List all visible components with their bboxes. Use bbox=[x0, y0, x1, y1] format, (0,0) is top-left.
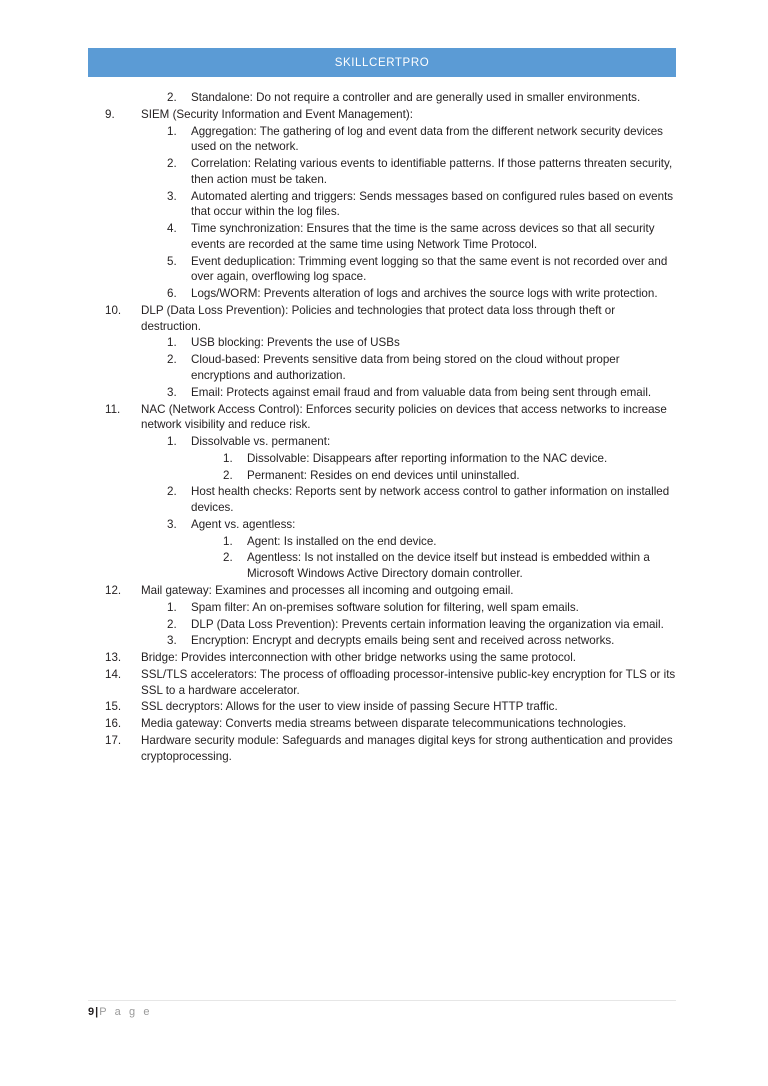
list-item bbox=[88, 468, 676, 484]
list-marker: 3. bbox=[167, 189, 177, 203]
list-item bbox=[88, 716, 676, 732]
document-body bbox=[88, 90, 676, 765]
list-marker: 6. bbox=[167, 287, 177, 301]
list-siem-children bbox=[88, 124, 676, 302]
list-text: Agent: Is installed on the end device. bbox=[247, 534, 437, 548]
list-item bbox=[88, 286, 676, 302]
list-text: SIEM (Security Information and Event Management): bbox=[141, 107, 413, 121]
page-header-banner bbox=[88, 48, 676, 77]
list-text: Time synchronization: Ensures that the time is the same across devices so that all security events are recorded at the same time using Network Time Protocol. bbox=[191, 222, 655, 251]
list-item bbox=[88, 335, 676, 351]
list-text: Aggregation: The gathering of log and event data from the different network security devices used on the network. bbox=[191, 124, 663, 154]
list-marker: 2. bbox=[167, 91, 177, 104]
list-text: Media gateway: Converts media streams between disparate telecommunications technologies. bbox=[141, 717, 627, 731]
list-nac-child-3-children bbox=[88, 534, 676, 582]
list-text: Dissolvable vs. permanent: bbox=[191, 435, 331, 449]
list-item bbox=[88, 534, 676, 550]
list-marker: 1. bbox=[167, 600, 177, 614]
list-text: Permanent: Resides on end devices until uninstalled. bbox=[247, 468, 520, 482]
list-text: Host health checks: Reports sent by network access control to gather information on installed devices. bbox=[191, 485, 670, 515]
list-item bbox=[88, 90, 676, 106]
list-marker: 1. bbox=[223, 534, 233, 548]
list-marker: 2. bbox=[167, 157, 177, 171]
list-item bbox=[88, 733, 676, 765]
list-text: SSL/TLS accelerators: The process of offloading processor-intensive public-key encryption for TLS or its SSL to a hardware accelerator. bbox=[141, 667, 676, 697]
list-item bbox=[88, 434, 676, 450]
list-standalone-continuation bbox=[88, 90, 676, 106]
list-text: DLP (Data Loss Prevention): Policies and technologies that protect data loss through theft or destruction. bbox=[141, 303, 616, 333]
list-mail-gateway bbox=[88, 583, 676, 599]
list-marker: 1. bbox=[167, 124, 177, 138]
footer-page-number: 9 bbox=[88, 1006, 95, 1018]
list-text: Hardware security module: Safeguards and manages digital keys for strong authentication and provides cryptoprocessing. bbox=[141, 733, 673, 763]
list-marker: 9. bbox=[105, 107, 115, 121]
footer-separator: | bbox=[95, 1006, 99, 1018]
list-item bbox=[88, 667, 676, 699]
list-marker: 12. bbox=[105, 583, 122, 597]
list-text: Event deduplication: Trimming event logging so that the same event is not recorded over and over again, overflowing log space. bbox=[191, 254, 668, 284]
list-text: DLP (Data Loss Prevention): Prevents certain information leaving the organization via email. bbox=[191, 617, 664, 631]
list-item bbox=[88, 124, 676, 156]
list-text: Logs/WORM: Prevents alteration of logs and archives the source logs with write protection. bbox=[191, 287, 658, 301]
list-item bbox=[88, 352, 676, 384]
list-tail-items bbox=[88, 650, 676, 764]
list-item bbox=[88, 517, 676, 533]
list-marker: 13. bbox=[105, 651, 122, 665]
list-marker: 3. bbox=[167, 634, 177, 648]
list-item bbox=[88, 583, 676, 599]
list-item bbox=[88, 633, 676, 649]
list-text: Agent vs. agentless: bbox=[191, 517, 296, 531]
list-item bbox=[88, 451, 676, 467]
list-marker: 5. bbox=[167, 254, 177, 268]
list-text: Agentless: Is not installed on the device itself but instead is embedded within a Microsoft Windows Active Directory domain controller. bbox=[247, 551, 650, 581]
list-text: Correlation: Relating various events to identifiable patterns. If those patterns threaten security, then action must be taken. bbox=[191, 157, 673, 186]
list-text: SSL decryptors: Allows for the user to view inside of passing Secure HTTP traffic. bbox=[141, 700, 558, 714]
list-item bbox=[88, 650, 676, 666]
list-marker: 1. bbox=[223, 451, 233, 465]
list-text: Cloud-based: Prevents sensitive data from being stored on the cloud without proper encryptions and authorization. bbox=[191, 353, 620, 383]
list-siem bbox=[88, 107, 676, 123]
list-marker: 3. bbox=[167, 385, 177, 399]
list-nac-child-1 bbox=[88, 434, 676, 450]
header-title: SKILLCERTPRO bbox=[334, 56, 430, 69]
list-marker: 11. bbox=[105, 402, 121, 416]
list-marker: 2. bbox=[167, 617, 177, 631]
list-dlp bbox=[88, 303, 676, 335]
list-marker: 1. bbox=[167, 336, 177, 350]
list-marker: 4. bbox=[167, 222, 177, 236]
list-nac-children-2-3 bbox=[88, 484, 676, 532]
footer-divider bbox=[88, 1000, 676, 1001]
list-item bbox=[88, 402, 676, 434]
list-text: Encryption: Encrypt and decrypts emails being sent and received across networks. bbox=[191, 634, 615, 648]
list-mail-gateway-children bbox=[88, 600, 676, 649]
list-item bbox=[88, 303, 676, 335]
list-text: Bridge: Provides interconnection with other bridge networks using the same protocol. bbox=[141, 651, 576, 665]
list-text: Dissolvable: Disappears after reporting information to the NAC device. bbox=[247, 451, 608, 465]
list-marker: 3. bbox=[167, 517, 177, 531]
list-text: Spam filter: An on-premises software solution for filtering, well spam emails. bbox=[191, 600, 579, 614]
list-text: NAC (Network Access Control): Enforces security policies on devices that access networks to increase network visibility and reduce risk. bbox=[141, 402, 667, 432]
list-text: Standalone: Do not require a controller and are generally used in smaller environments. bbox=[191, 91, 641, 104]
list-item bbox=[88, 107, 676, 123]
list-item bbox=[88, 156, 676, 188]
list-text: Mail gateway: Examines and processes all incoming and outgoing email. bbox=[141, 583, 514, 597]
list-nac-child-1-children bbox=[88, 451, 676, 484]
list-marker: 10. bbox=[105, 303, 122, 317]
list-item bbox=[88, 254, 676, 286]
list-text: Email: Protects against email fraud and from valuable data from being sent through email. bbox=[191, 385, 652, 399]
list-dlp-children bbox=[88, 335, 676, 400]
list-item bbox=[88, 189, 676, 221]
page-footer bbox=[88, 1006, 676, 1018]
list-marker: 1. bbox=[167, 435, 177, 449]
list-marker: 2. bbox=[167, 353, 177, 367]
list-marker: 17. bbox=[105, 733, 122, 747]
list-marker: 14. bbox=[105, 667, 122, 681]
list-marker: 2. bbox=[223, 551, 233, 565]
list-marker: 15. bbox=[105, 700, 122, 714]
list-marker: 2. bbox=[167, 485, 177, 499]
list-item bbox=[88, 550, 676, 582]
list-item bbox=[88, 617, 676, 633]
footer-page-label: P a g e bbox=[99, 1006, 153, 1018]
list-text: Automated alerting and triggers: Sends messages based on configured rules based on events that occur within the log files. bbox=[191, 189, 674, 219]
list-item bbox=[88, 600, 676, 616]
list-item bbox=[88, 385, 676, 401]
list-item bbox=[88, 221, 676, 253]
list-marker: 2. bbox=[223, 468, 233, 482]
list-marker: 16. bbox=[105, 717, 122, 731]
list-item bbox=[88, 699, 676, 715]
list-item bbox=[88, 484, 676, 516]
list-text: USB blocking: Prevents the use of USBs bbox=[191, 336, 400, 350]
list-nac bbox=[88, 402, 676, 434]
